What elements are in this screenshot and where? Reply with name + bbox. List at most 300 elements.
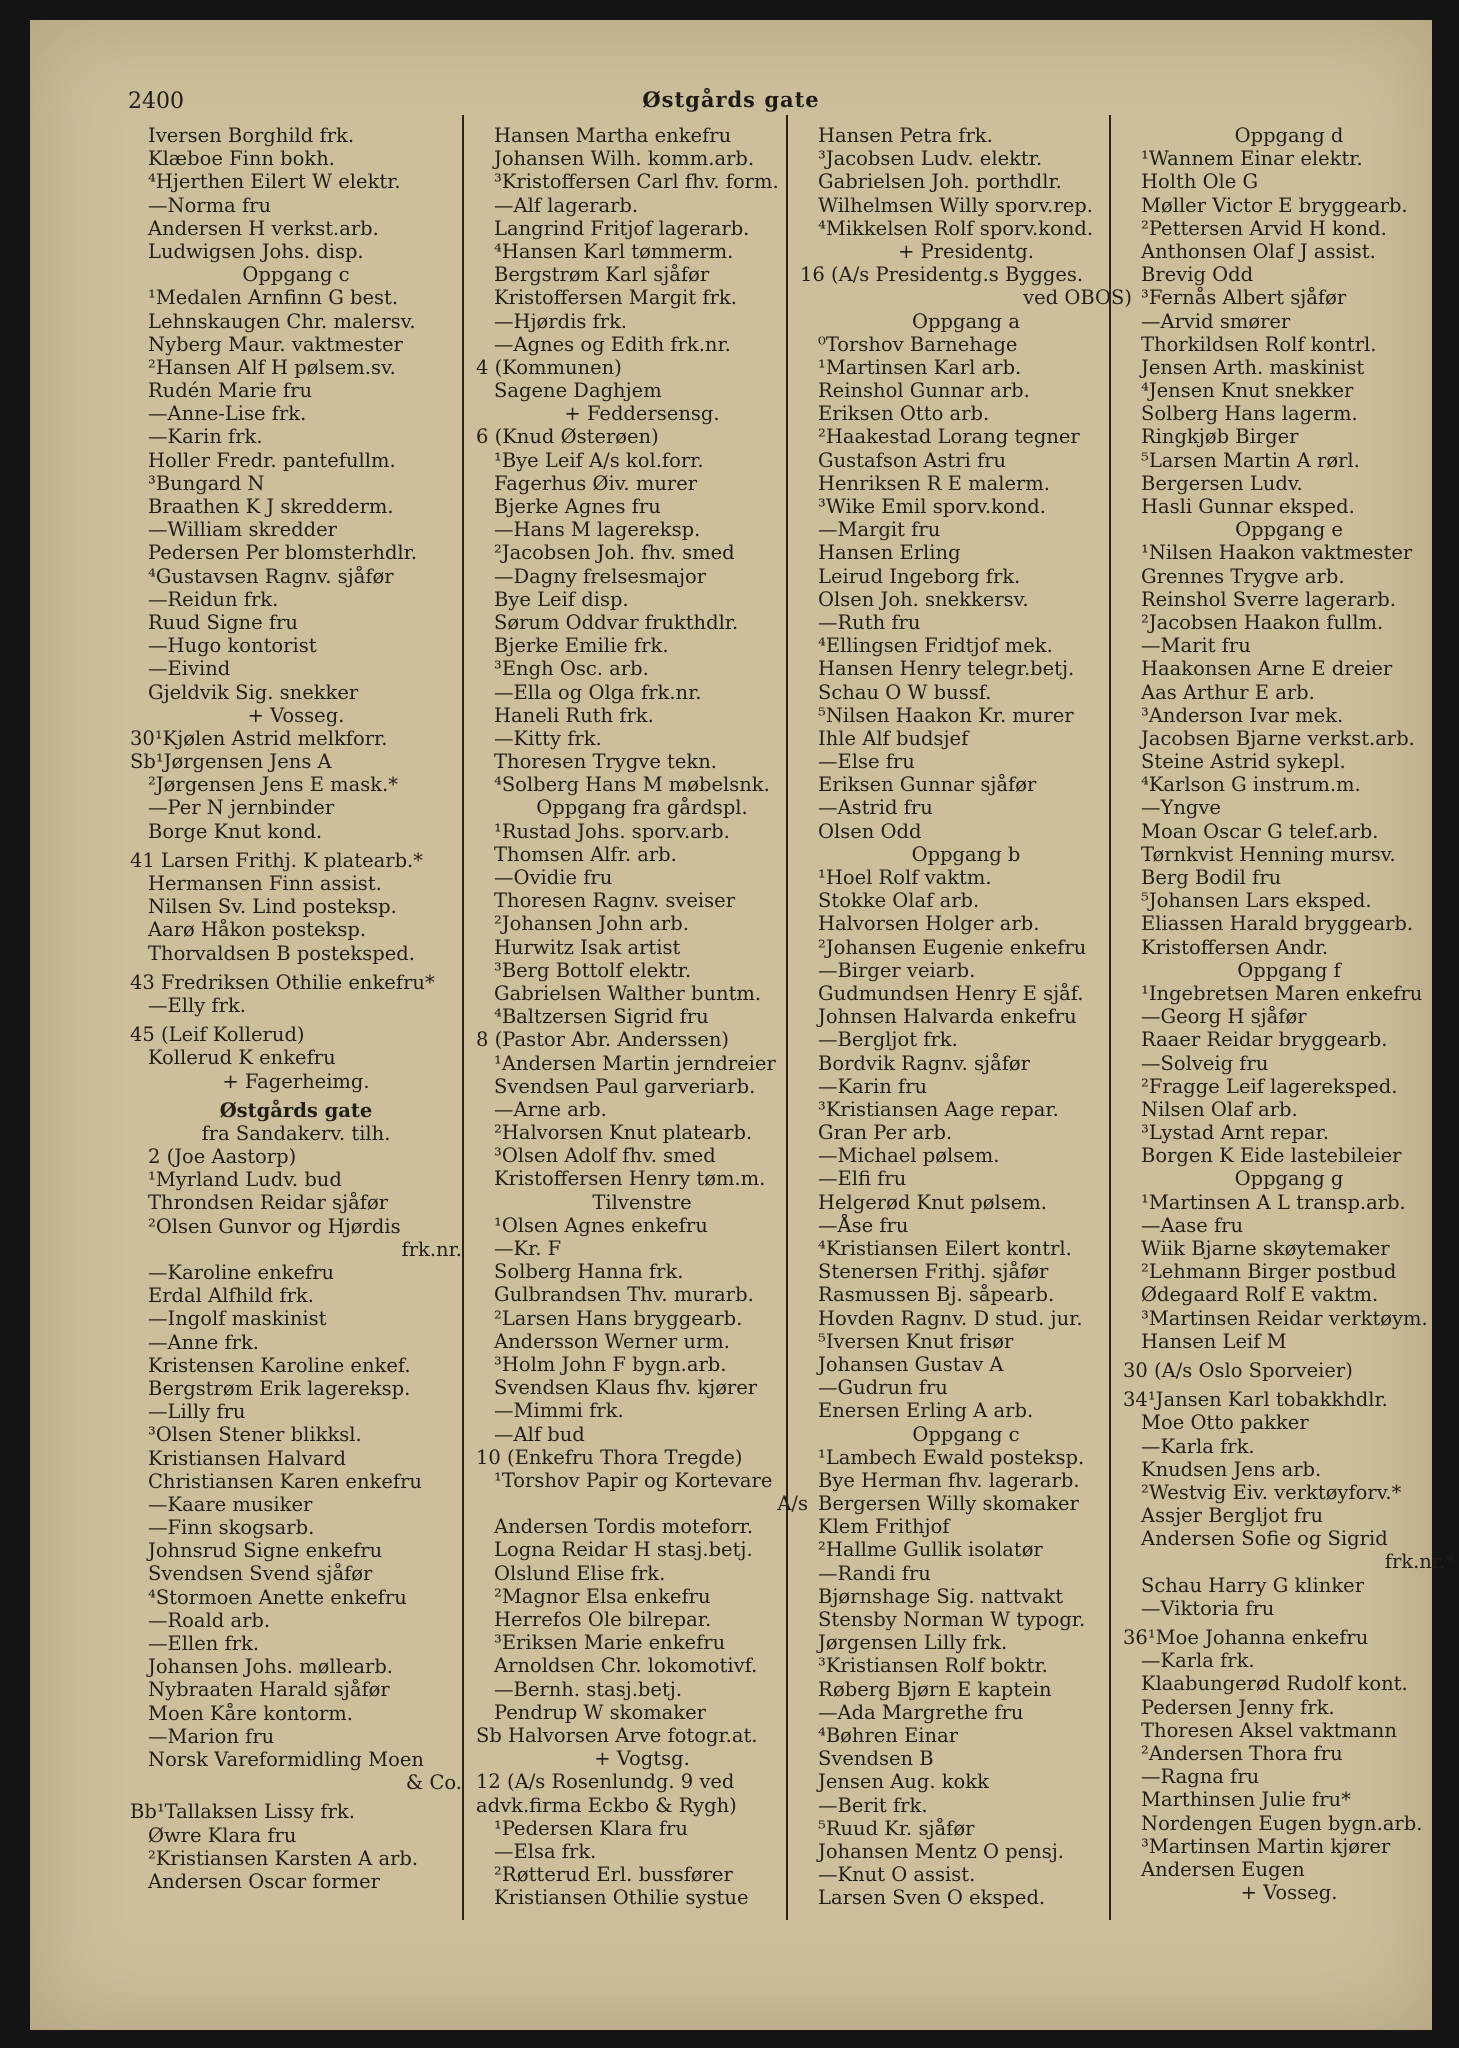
directory-entry: —Bergljot frk.: [818, 1028, 958, 1052]
directory-entry: ³Eriksen Marie enkefru: [494, 1631, 726, 1655]
directory-entry: Klaabungerød Rudolf kont.: [1141, 1672, 1408, 1696]
directory-entry: —Anne frk.: [148, 1330, 259, 1354]
directory-entry: Ringkjøb Birger: [1141, 425, 1299, 449]
directory-entry: Oppgang g: [1234, 1167, 1344, 1191]
directory-entry: ³Fernås Albert sjåfør: [1141, 286, 1347, 310]
directory-entry: ⁵Ruud Kr. sjåfør: [818, 1816, 975, 1840]
directory-entry: ¹Lambech Ewald posteksp.: [818, 1445, 1085, 1469]
directory-entry: —Marit fru: [1141, 634, 1251, 658]
directory-entry: Tørnkvist Henning mursv.: [1141, 842, 1396, 866]
directory-entry: Brevig Odd: [1141, 263, 1254, 287]
directory-entry: ²Lehmann Birger postbud: [1141, 1260, 1397, 1284]
directory-entry: Gudmundsen Henry E sjåf.: [818, 981, 1084, 1005]
directory-entry: Bergstrøm Karl sjåfør: [494, 263, 710, 287]
directory-entry: —Georg H sjåfør: [1141, 1005, 1307, 1029]
directory-entry: Aas Arthur E arb.: [1141, 680, 1315, 704]
directory-entry: —Solveig fru: [1141, 1051, 1269, 1075]
directory-entry: Olsen Joh. snekkersv.: [818, 587, 1029, 611]
column-4: [1123, 124, 1455, 1904]
directory-entry: Johansen Gustav A: [818, 1352, 1004, 1376]
directory-entry: Norsk Vareformidling Moen: [148, 1747, 424, 1771]
directory-entry: Møller Victor E bryggearb.: [1141, 193, 1408, 217]
directory-entry: Ihle Alf budsjef: [818, 726, 969, 750]
directory-entry: Wilhelmsen Willy sporv.rep.: [818, 193, 1093, 217]
directory-entry: Eliassen Harald bryggearb.: [1141, 912, 1414, 936]
directory-entry: Johansen Wilh. komm.arb.: [494, 147, 755, 171]
directory-entry: Jacobsen Bjarne verkst.arb.: [1141, 726, 1415, 750]
directory-entry: Hasli Gunnar eksped.: [1141, 495, 1355, 518]
directory-entry: Gjeldvik Sig. snekker: [148, 680, 359, 704]
directory-entry: Andersen Sofie og Sigrid: [1141, 1527, 1388, 1551]
directory-entry: Eriksen Otto arb.: [818, 402, 990, 426]
directory-entry: Braathen K J skredderm.: [148, 495, 394, 518]
directory-entry: Bergersen Willy skomaker: [818, 1492, 1079, 1516]
directory-entry: Iversen Borghild frk.: [148, 124, 355, 147]
directory-entry: Kristoffersen Andr.: [1141, 935, 1329, 959]
directory-entry: Schau O W bussf.: [818, 680, 992, 704]
directory-entry: Olsen Odd: [818, 819, 922, 843]
directory-entry: Sb¹Jørgensen Jens A: [130, 750, 332, 774]
directory-entry: Thorkildsen Rolf kontrl.: [1141, 332, 1377, 356]
directory-entry: —Ada Margrethe fru: [818, 1700, 1024, 1724]
directory-entry: Kristiansen Othilie systue: [494, 1886, 749, 1910]
directory-entry: A/s: [777, 1492, 808, 1516]
directory-entry: —Elsa frk.: [494, 1839, 597, 1863]
directory-entry: ¹Ingebretsen Maren enkefru: [1141, 981, 1423, 1005]
directory-entry: ⁴Jensen Knut snekker: [1141, 379, 1354, 403]
directory-entry: Holth Ole G: [1141, 170, 1259, 194]
directory-entry: Langrind Fritjof lagerarb.: [494, 216, 750, 240]
directory-entry: ⁴Hansen Karl tømmerm.: [494, 239, 734, 263]
directory-entry: Thoresen Ragnv. sveiser: [494, 889, 736, 913]
directory-entry: —Arne arb.: [494, 1097, 607, 1121]
directory-entry: Throndsen Reidar sjåfør: [148, 1191, 389, 1215]
directory-entry: —Alf lagerarb.: [494, 193, 639, 217]
directory-entry: Christiansen Karen enkefru: [148, 1469, 422, 1493]
directory-entry: ²Haakestad Lorang tegner: [818, 425, 1080, 449]
directory-entry: ¹Martinsen A L transp.arb.: [1141, 1190, 1406, 1214]
directory-entry: Pedersen Per blomsterhdlr.: [148, 541, 418, 565]
directory-entry: Oppgang fra gårdspl.: [536, 796, 748, 820]
directory-entry: Haneli Ruth frk.: [494, 703, 654, 727]
directory-entry: Ødegaard Rolf E vaktm.: [1141, 1283, 1379, 1307]
directory-entry: Enersen Erling A arb.: [818, 1399, 1034, 1423]
directory-entry: Herrefos Ole bilrepar.: [494, 1608, 712, 1631]
directory-entry: —Kr. F: [494, 1237, 562, 1260]
directory-entry: Leirud Ingeborg frk.: [818, 564, 1021, 588]
directory-entry: ⁴Karlson G instrum.m.: [1141, 773, 1361, 797]
directory-entry: —Alf bud: [494, 1422, 585, 1446]
directory-entry: ⁵Iversen Knut frisør: [818, 1329, 1014, 1353]
directory-entry: + Vosseg.: [1240, 1881, 1338, 1905]
directory-entry: —Lilly fru: [148, 1400, 246, 1424]
directory-entry: ⁵Larsen Martin A rørl.: [1141, 448, 1360, 472]
directory-entry: Nyberg Maur. vaktmester: [148, 332, 403, 356]
directory-entry: ¹Medalen Arnfinn G best.: [148, 286, 399, 310]
directory-entry: Bordvik Ragnv. sjåfør: [818, 1051, 1030, 1075]
directory-entry: ved OBOS): [1023, 286, 1132, 310]
directory-entry: Moan Oscar G telef.arb.: [1141, 819, 1379, 843]
directory-entry: Jensen Arth. maskinist: [1141, 355, 1365, 379]
directory-entry: —Hugo kontorist: [148, 634, 317, 658]
directory-entry: Sørum Oddvar frukthdlr.: [494, 610, 739, 634]
directory-entry: Bergersen Ludv.: [1141, 471, 1303, 495]
directory-entry: Fagerhus Øiv. murer: [494, 471, 698, 495]
directory-entry: Solberg Hanna frk.: [494, 1260, 684, 1284]
directory-entry: ²Jørgensen Jens E mask.*: [148, 773, 399, 797]
directory-entry: 30¹Kjølen Astrid melkforr.: [130, 726, 388, 750]
directory-entry: Thomsen Alfr. arb.: [494, 842, 677, 866]
directory-entry: —Kitty frk.: [494, 726, 602, 750]
directory-entry: —Elfi fru: [818, 1167, 907, 1191]
directory-entry: Knudsen Jens arb.: [1141, 1457, 1322, 1481]
directory-entry: ¹Pedersen Klara fru: [494, 1816, 688, 1840]
directory-entry: ⁴Gustavsen Ragnv. sjåfør: [148, 564, 394, 588]
directory-entry: ³Kristiansen Rolf boktr.: [818, 1654, 1048, 1678]
directory-entry: Bye Herman fhv. lagerarb.: [818, 1468, 1080, 1492]
directory-entry: + Vosseg.: [247, 703, 345, 727]
directory-entry: —Elly frk.: [148, 993, 246, 1017]
directory-entry: Sagene Daghjem: [494, 379, 662, 403]
directory-entry: ⁵Johansen Lars eksped.: [1141, 889, 1372, 913]
directory-entry: fra Sandakerv. tilh.: [201, 1121, 391, 1145]
directory-entry: Hansen Martha enkefru: [494, 124, 732, 147]
directory-entry: Gabrielsen Joh. porthdlr.: [818, 170, 1062, 194]
directory-entry: ¹Olsen Agnes enkefru: [494, 1213, 708, 1237]
directory-entry: —Karoline enkefru: [148, 1261, 335, 1284]
directory-entry: ³Holm John F bygn.arb.: [494, 1352, 727, 1376]
directory-entry: Bjørnshage Sig. nattvakt: [818, 1584, 1064, 1608]
directory-entry: —Åse fru: [818, 1213, 909, 1237]
directory-entry: Gran Per arb.: [818, 1121, 953, 1145]
directory-entry: + Vogtsg.: [594, 1747, 690, 1771]
directory-entry: Kristoffersen Margit frk.: [494, 286, 737, 310]
directory-entry: ³Berg Bottolf elektr.: [494, 958, 692, 982]
directory-entry: ⁴Kristiansen Eilert kontrl.: [818, 1237, 1072, 1260]
directory-entry: —Eivind: [148, 657, 231, 681]
directory-entry: Larsen Sven O eksped.: [818, 1886, 1046, 1910]
directory-entry: Bye Leif disp.: [494, 587, 629, 611]
directory-entry: ²Johansen John arb.: [494, 912, 689, 936]
directory-entry: 45 (Leif Kollerud): [130, 1023, 305, 1047]
directory-entry: —Ruth fru: [818, 610, 921, 634]
directory-entry: —Per N jernbinder: [148, 796, 335, 820]
directory-entry: ⁴Ellingsen Fridtjof mek.: [818, 634, 1053, 658]
directory-entry: ²Røtterud Erl. bussfører: [494, 1863, 733, 1887]
directory-entry: —Anne-Lise frk.: [148, 402, 307, 426]
directory-entry: —Agnes og Edith frk.nr.: [494, 332, 731, 356]
directory-entry: 41 Larsen Frithj. K platearb.*: [130, 848, 424, 872]
directory-entry: ¹Andersen Martin jerndreier: [494, 1051, 776, 1075]
directory-entry: Andersen Eugen: [1141, 1857, 1305, 1881]
directory-entry: Moe Otto pakker: [1141, 1411, 1309, 1435]
directory-entry: Marthinsen Julie fru*: [1141, 1788, 1351, 1812]
directory-entry: —Else fru: [818, 750, 915, 774]
directory-entry: Oppgang f: [1237, 958, 1341, 982]
directory-entry: + Feddersensg.: [564, 402, 720, 426]
directory-entry: —Bernh. stasj.betj.: [494, 1677, 683, 1701]
directory-entry: ²Magnor Elsa enkefru: [494, 1584, 711, 1608]
directory-entry: ²Hallme Gullik isolatør: [818, 1538, 1043, 1562]
directory-entry: Svendsen Svend sjåfør: [148, 1562, 373, 1586]
directory-entry: ³Bungard N: [148, 471, 265, 495]
directory-entry: Ludwigsen Johs. disp.: [148, 239, 364, 263]
directory-entry: —Viktoria fru: [1141, 1596, 1275, 1620]
directory-entry: —Reidun frk.: [148, 587, 279, 611]
directory-entry: ³Olsen Stener blikksl.: [148, 1423, 362, 1447]
directory-entry: Borgen K Eide lastebileier: [1141, 1144, 1402, 1168]
directory-entry: ¹Martinsen Karl arb.: [818, 355, 1022, 379]
directory-entry: Sb Halvorsen Arve fotogr.at.: [476, 1723, 758, 1747]
directory-entry: —Roald arb.: [148, 1608, 271, 1632]
directory-entry: ²Pettersen Arvid H kond.: [1141, 216, 1387, 240]
directory-entry: 34¹Jansen Karl tobakkhdlr.: [1123, 1388, 1388, 1412]
directory-entry: Johansen Johs. møllearb.: [148, 1655, 393, 1679]
page-number: 2400: [128, 89, 184, 114]
directory-entry: Rudén Marie fru: [148, 379, 313, 403]
directory-entry: Reinshol Gunnar arb.: [818, 379, 1030, 403]
directory-entry: —Randi fru: [818, 1561, 931, 1585]
directory-entry: Jensen Aug. kokk: [818, 1770, 989, 1794]
directory-entry: Andersen Tordis moteforr.: [494, 1515, 754, 1539]
directory-entry: ³Jacobsen Ludv. elektr.: [818, 147, 1043, 171]
directory-entry: Moen Kåre kontorm.: [148, 1701, 353, 1725]
directory-entry: Hansen Erling: [818, 541, 961, 565]
directory-entry: Assjer Bergljot fru: [1141, 1504, 1324, 1528]
directory-entry: Anthonsen Olaf J assist.: [1141, 239, 1376, 263]
directory-entry: ¹Myrland Ludv. bud: [148, 1168, 342, 1192]
directory-entry: —Karla frk.: [1141, 1649, 1255, 1673]
directory-entry: ³Martinsen Martin kjører: [1141, 1834, 1391, 1858]
directory-entry: —Gudrun fru: [818, 1376, 948, 1400]
directory-entry: ¹Torshov Papir og Kortevare: [494, 1468, 773, 1492]
directory-entry: ²Westvig Eiv. verktøyforv.*: [1141, 1480, 1402, 1504]
directory-entry: —Arvid smører: [1141, 309, 1291, 333]
directory-entry: Klem Frithjof: [818, 1515, 950, 1539]
directory-entry: ²Kristiansen Karsten A arb.: [148, 1846, 419, 1870]
page-header: [30, 69, 1432, 114]
directory-entry: Arnoldsen Chr. lokomotivf.: [494, 1654, 758, 1678]
directory-entry: Andersen H verkst.arb.: [148, 216, 379, 240]
directory-entry: —Norma fru: [148, 193, 272, 217]
directory-entry: Hovden Ragnv. D stud. jur.: [818, 1306, 1083, 1330]
directory-entry: —Finn skogsarb.: [148, 1516, 315, 1540]
directory-entry: ³Kristoffersen Carl fhv. form.: [494, 170, 779, 194]
directory-entry: ³Kristiansen Aage repar.: [818, 1097, 1059, 1121]
directory-entry: 10 (Enkefru Thora Tregde): [476, 1445, 743, 1469]
directory-entry: Oppgang e: [1235, 518, 1343, 542]
directory-entry: ⁴Mikkelsen Rolf sporv.kond.: [818, 216, 1094, 240]
directory-entry: —Aase fru: [1141, 1213, 1244, 1237]
directory-entry: Eriksen Gunnar sjåfør: [818, 773, 1037, 797]
directory-entry: ³Engh Osc. arb.: [494, 657, 649, 681]
directory-entry: + Fagerheimg.: [222, 1069, 370, 1093]
directory-entry: Hurwitz Isak artist: [494, 935, 681, 959]
directory-entry: Hansen Petra frk.: [818, 124, 993, 147]
directory-entry: & Co.: [405, 1771, 462, 1795]
directory-entry: ²Andersen Thora fru: [1141, 1741, 1343, 1765]
directory-entry: Rasmussen Bj. såpearb.: [818, 1283, 1055, 1307]
column-1: [130, 124, 462, 1893]
directory-entry: Bergstrøm Erik lagereksp.: [148, 1376, 411, 1400]
directory-entry: Andersen Oscar former: [148, 1869, 380, 1893]
directory-entry: Pendrup W skomaker: [494, 1700, 706, 1724]
page-title: Østgårds gate: [642, 87, 820, 112]
directory-entry: ³Lystad Arnt repar.: [1141, 1121, 1329, 1145]
directory-entry: Lehnskaugen Chr. malersv.: [148, 309, 416, 333]
directory-entry: 6 (Knud Østerøen): [476, 425, 659, 449]
directory-entry: ²Johansen Eugenie enkefru: [818, 935, 1087, 959]
directory-entry: ²Hansen Alf H pølsem.sv.: [148, 355, 396, 379]
directory-entry: Haakonsen Arne E dreier: [1141, 657, 1393, 681]
directory-entry: —Marion fru: [148, 1724, 275, 1748]
directory-entry: Nilsen Olaf arb.: [1141, 1097, 1298, 1121]
directory-entry: Gustafson Astri fru: [818, 448, 1007, 472]
directory-entry: + Presidentg.: [898, 239, 1034, 263]
directory-entry: ¹Nilsen Haakon vaktmester: [1141, 541, 1413, 565]
directory-entry: ⁰Torshov Barnehage: [818, 332, 1018, 356]
directory-entry: Raaer Reidar bryggearb.: [1141, 1028, 1388, 1052]
directory-entry: Gabrielsen Walther buntm.: [494, 981, 762, 1005]
directory-entry: —Yngve: [1141, 796, 1221, 820]
directory-entry: Øwre Klara fru: [148, 1823, 297, 1847]
directory-entry: Nordengen Eugen bygn.arb.: [1141, 1811, 1423, 1835]
column-3: [800, 124, 1132, 1909]
directory-entry: Oppgang a: [912, 309, 1020, 333]
directory-entry: ⁴Bøhren Einar: [818, 1723, 959, 1747]
directory-entry: Oppgang b: [911, 842, 1021, 866]
directory-entry: Oppgang c: [242, 263, 350, 287]
directory-entry: Jørgensen Lilly frk.: [818, 1631, 1008, 1655]
directory-entry: —Ellen frk.: [148, 1632, 260, 1655]
directory-entry: —Michael pølsem.: [818, 1144, 1000, 1168]
directory-entry: Solberg Hans lagerm.: [1141, 402, 1358, 426]
directory-entry: 2 (Joe Aastorp): [148, 1145, 297, 1169]
directory-entry: ⁴Baltzersen Sigrid fru: [494, 1005, 709, 1029]
directory-entry: —Karla frk.: [1141, 1434, 1255, 1458]
directory-entry: Hansen Henry telegr.betj.: [818, 657, 1075, 681]
directory-entry: ²Olsen Gunvor og Hjørdis: [148, 1214, 401, 1238]
directory-entry: Stensby Norman W typogr.: [818, 1608, 1086, 1631]
directory-entry: frk.nr.: [401, 1237, 462, 1261]
directory-entry: ²Fragge Leif lagereksped.: [1141, 1074, 1398, 1098]
directory-entry: ²Larsen Hans bryggearb.: [494, 1306, 743, 1330]
directory-entry: Stenersen Frithj. sjåfør: [818, 1260, 1049, 1284]
directory-entry: Olslund Elise frk.: [494, 1561, 666, 1585]
directory-entry: Thoresen Aksel vaktmann: [1141, 1718, 1397, 1742]
directory-entry: ²Jacobsen Haakon fullm.: [1141, 610, 1384, 634]
directory-entry: Hansen Leif M: [1141, 1329, 1287, 1353]
directory-entry: 30 (A/s Oslo Sporveier): [1123, 1358, 1353, 1382]
directory-entry: Holler Fredr. pantefullm.: [148, 448, 396, 472]
directory-entry: Svendsen B: [818, 1747, 934, 1771]
directory-entry: 8 (Pastor Abr. Anderssen): [476, 1028, 730, 1052]
directory-entry: 36¹Moe Johanna enkefru: [1123, 1626, 1369, 1649]
directory-entry: Grennes Trygve arb.: [1141, 564, 1345, 588]
directory-entry: Berg Bodil fru: [1141, 866, 1282, 889]
directory-entry: ³Martinsen Reidar verktøym.: [1141, 1306, 1428, 1330]
directory-entry: Bjerke Agnes fru: [494, 495, 661, 518]
directory-entry: Røberg Bjørn E kaptein: [818, 1677, 1052, 1701]
directory-entry: Nybraaten Harald sjåfør: [148, 1678, 390, 1702]
directory-entry: Bb¹Tallaksen Lissy frk.: [130, 1800, 355, 1824]
directory-entry: 43 Fredriksen Othilie enkefru*: [130, 970, 435, 994]
directory-entry: —Birger veiarb.: [818, 958, 976, 982]
directory-entry: —Hjørdis frk.: [494, 309, 628, 333]
directory-entry: Halvorsen Holger arb.: [818, 912, 1040, 936]
directory-entry: Klæboe Finn bokh.: [148, 147, 335, 171]
directory-entry: ²Halvorsen Knut platearb.: [494, 1121, 753, 1145]
directory-entry: ¹Wannem Einar elektr.: [1141, 147, 1363, 171]
directory-entry: Borge Knut kond.: [148, 819, 323, 843]
directory-entry: 12 (A/s Rosenlundg. 9 ved: [476, 1770, 735, 1794]
directory-entry: Johansen Mentz O pensj.: [818, 1839, 1064, 1863]
directory-entry: Bjerke Emilie frk.: [494, 634, 669, 658]
directory-entry: Kristensen Karoline enkef.: [148, 1353, 411, 1377]
directory-entry: Schau Harry G klinker: [1141, 1573, 1365, 1597]
directory-entry: ⁵Nilsen Haakon Kr. murer: [818, 703, 1074, 727]
directory-entry: ⁴Hjerthen Eilert W elektr.: [148, 170, 401, 194]
directory-entry: 16 (A/s Presidentg.s Bygges.: [800, 263, 1084, 287]
directory-entry: ¹Rustad Johs. sporv.arb.: [494, 819, 730, 843]
directory-entry: —Mimmi frk.: [494, 1399, 624, 1423]
directory-entry: Thorvaldsen B posteksped.: [148, 941, 415, 965]
directory-entry: ²Jacobsen Joh. fhv. smed: [494, 541, 735, 565]
directory-entry: Aarø Håkon posteksp.: [148, 918, 367, 942]
directory-entry: Oppgang c: [912, 1422, 1020, 1446]
directory-entry: advk.firma Eckbo & Rygh): [476, 1793, 737, 1817]
directory-entry: —William skredder: [148, 518, 337, 542]
directory-entry: Logna Reidar H stasj.betj.: [494, 1538, 753, 1562]
directory-entry: Reinshol Sverre lagerarb.: [1141, 587, 1396, 611]
directory-entry: —Hans M lagereksp.: [494, 518, 701, 542]
directory-entry: —Margit fru: [818, 518, 941, 542]
column-divider: [462, 115, 464, 1920]
directory-entry: Østgårds gate: [219, 1098, 373, 1122]
directory-entry: ¹Hoel Rolf vaktm.: [818, 866, 992, 889]
directory-entry: —Ella og Olga frk.nr.: [494, 680, 702, 704]
directory-entry: —Ragna fru: [1141, 1765, 1260, 1789]
directory-entry: —Knut O assist.: [818, 1863, 976, 1887]
directory-entry: Gulbrandsen Thv. murarb.: [494, 1283, 754, 1307]
directory-entry: Tilvenstre: [592, 1190, 692, 1214]
directory-entry: —Karin fru: [818, 1074, 928, 1098]
directory-entry: Pedersen Jenny frk.: [1141, 1695, 1335, 1719]
directory-entry: Johnsen Halvarda enkefru: [818, 1005, 1077, 1029]
directory-entry: —Dagny frelsesmajor: [494, 564, 707, 588]
directory-entry: Kristiansen Halvard: [148, 1446, 347, 1470]
directory-entry: ³Anderson Ivar mek.: [1141, 703, 1344, 727]
directory-entry: —Ingolf maskinist: [148, 1307, 327, 1331]
directory-entry: Svendsen Klaus fhv. kjører: [494, 1376, 758, 1400]
directory-entry: Thoresen Trygve tekn.: [494, 750, 718, 774]
directory-entry: ⁴Stormoen Anette enkefru: [148, 1585, 407, 1609]
directory-entry: Hermansen Finn assist.: [148, 872, 382, 895]
directory-entry: Kollerud K enkefru: [148, 1046, 336, 1070]
directory-entry: 4 (Kommunen): [476, 355, 622, 379]
directory-entry: —Astrid fru: [818, 796, 933, 820]
directory-entry: —Berit frk.: [818, 1793, 928, 1817]
directory-entry: Kristoffersen Henry tøm.m.: [494, 1167, 766, 1191]
directory-entry: Stokke Olaf arb.: [818, 889, 980, 913]
directory-entry: Svendsen Paul garveriarb.: [494, 1074, 756, 1098]
directory-entry: ³Olsen Adolf fhv. smed: [494, 1144, 716, 1168]
directory-entry: Henriksen R E malerm.: [818, 471, 1051, 495]
directory-entry: Erdal Alfhild frk.: [148, 1284, 314, 1308]
directory-entry: ³Wike Emil sporv.kond.: [818, 495, 1046, 518]
directory-entry: —Karin frk.: [148, 425, 263, 449]
column-2: [476, 124, 808, 1909]
